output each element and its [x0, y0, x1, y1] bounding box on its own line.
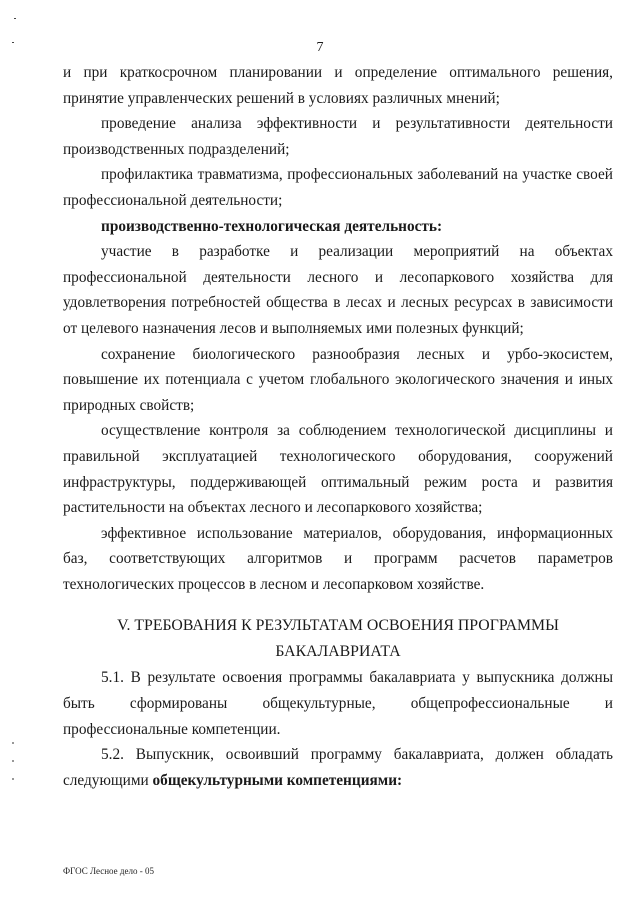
paragraph: осуществление контроля за соблюдением технологической дисциплины и правильной эксплуатацией технологического оборудования, сооружений инфраструктуры, поддерживающей оптимальный режим роста и развития растительности на объектах лесного и лесопаркового хозяйства; — [63, 422, 613, 517]
scan-mark — [12, 742, 14, 744]
footer-code: ФГОС Лесное дело - 05 — [63, 866, 154, 876]
paragraph: проведение анализа эффективности и результативности деятельности производственных подразделений; — [63, 115, 613, 158]
paragraph: сохранение биологического разнообразия лесных и урбо-экосистем, повышение их потенциала с учетом глобального экологического значения и иных природных свойств; — [63, 345, 613, 414]
scan-mark — [12, 778, 14, 780]
document-body — [63, 60, 613, 793]
paragraph: и при краткосрочном планировании и определение оптимального решения, принятие управленческих решений в условиях различных мнений; — [63, 64, 613, 107]
scan-mark — [14, 18, 16, 19]
paragraph: участие в разработке и реализации мероприятий на объектах профессиональной деятельности лесного и лесопаркового хозяйства для удовлетворения потребностей общества в лесах и лесных ресурсах в зависимости от целевого назначения лесов и выполняемых ими полезных функций; — [63, 243, 613, 337]
section-heading-line: БАКАЛАВРИАТА — [275, 643, 401, 661]
section-heading-line: V. ТРЕБОВАНИЯ К РЕЗУЛЬТАТАМ ОСВОЕНИЯ ПРОГРАММЫ — [117, 617, 559, 635]
paragraph: эффективное использование материалов, оборудования, информационных баз, соответствующих алгоритмов и программ расчетов параметров технологических процессов в лесном и лесопарковом хозяйстве. — [63, 524, 613, 593]
activity-heading: производственно-технологическая деятельность: — [101, 217, 443, 235]
scan-mark — [12, 760, 14, 762]
paragraph-text: 5.2. Выпускник, освоивший программу бакалавриата, должен обладать следующими — [63, 746, 613, 789]
section-heading — [63, 613, 613, 665]
competencies-label: общекультурными компетенциями: — [152, 771, 403, 789]
page-number: 7 — [316, 40, 324, 55]
paragraph — [63, 742, 613, 793]
paragraph: 5.1. В результате освоения программы бакалавриата у выпускника должны быть сформированы общекультурные, общепрофессиональные и профессиональные компетенции. — [63, 669, 613, 738]
paragraph: профилактика травматизма, профессиональных заболеваний на участке своей профессиональной деятельности; — [63, 166, 613, 209]
